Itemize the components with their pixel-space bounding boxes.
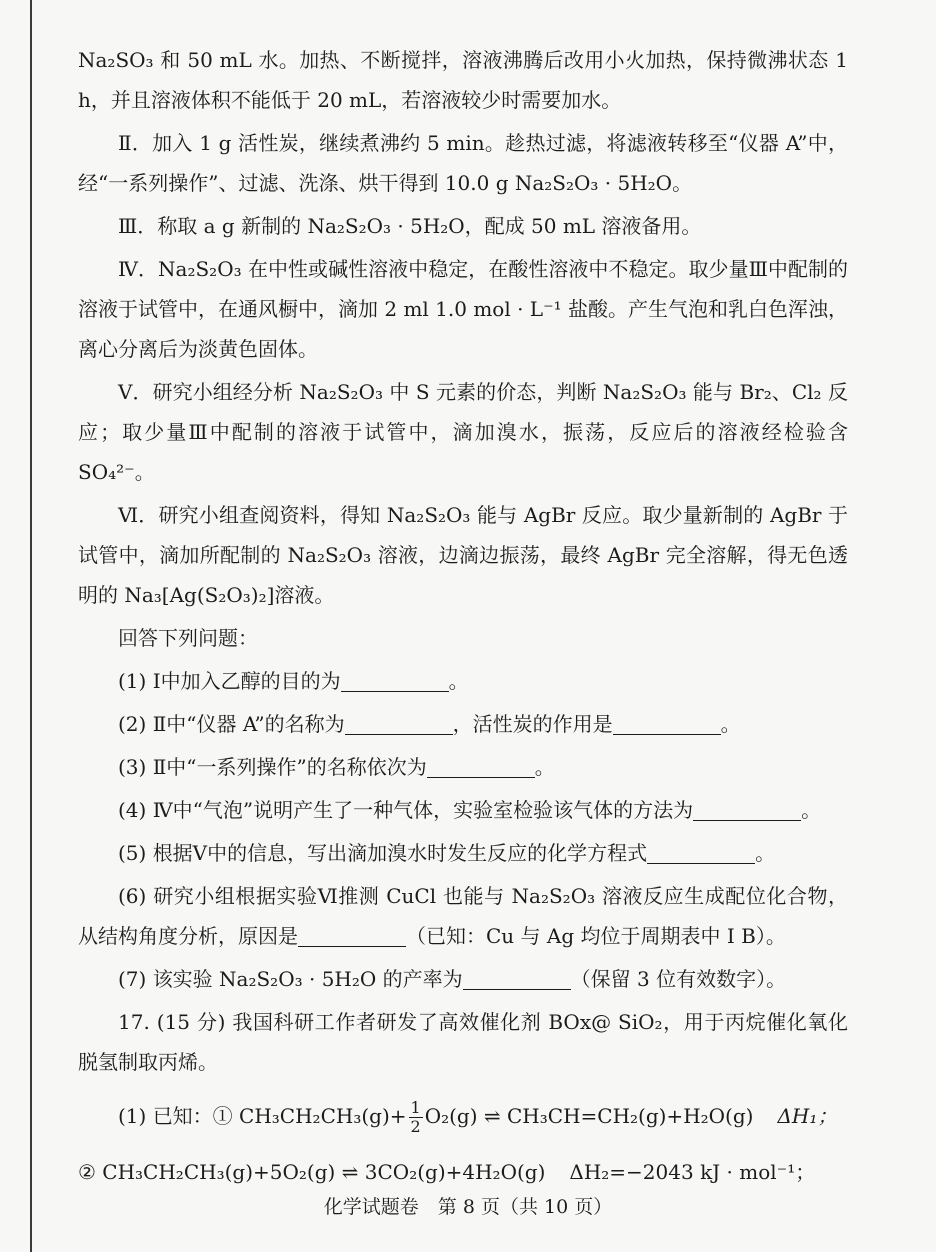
question-7-end: （保留 3 位有效数字）。	[570, 967, 787, 991]
paragraph-step-3: Ⅲ．称取 a g 新制的 Na₂S₂O₃ · 5H₂O，配成 50 mL 溶液备用。	[118, 214, 702, 238]
equation-1-enthalpy: ΔH₁；	[777, 1104, 838, 1128]
question-17-intro: 17. (15 分) 我国科研工作者研发了高效催化剂 BOx@ SiO₂，用于丙烷催化氧化脱氢制取丙烯。	[78, 1010, 848, 1074]
equilibrium-arrow-icon: ⇌	[341, 1160, 359, 1184]
paragraph-step-5: Ⅴ．研究小组经分析 Na₂S₂O₃ 中 S 元素的价态，判断 Na₂S₂O₃ 能与 Br₂、Cl₂ 反应；取少量Ⅲ中配制的溶液于试管中，滴加溴水，振荡，反应后的溶液经检验含 SO₄²⁻。	[78, 380, 848, 484]
fraction-one-half	[409, 1099, 423, 1136]
equation-1-right: CH₃CH=CH₂(g)+H₂O(g)	[507, 1104, 754, 1128]
page-footer: 化学试题卷 第 8 页（共 10 页）	[323, 1196, 613, 1218]
equation-1-o2: O₂(g)	[424, 1104, 478, 1128]
question-6-text: (6) 研究小组根据实验Ⅵ推测 CuCl 也能与 Na₂S₂O₃ 溶液反应生成配位化合物，从结构角度分析，原因是	[78, 884, 848, 948]
equation-1-label: (1) 已知：①	[118, 1104, 233, 1128]
equation-2-left: CH₃CH₂CH₃(g)+5O₂(g)	[102, 1160, 336, 1184]
exam-page	[78, 40, 848, 1198]
answer-blank[interactable]	[463, 965, 571, 990]
answer-prompt: 回答下列问题：	[118, 626, 258, 650]
answer-blank[interactable]	[298, 922, 406, 947]
answer-blank[interactable]	[693, 796, 801, 821]
question-3-end: 。	[534, 755, 555, 779]
answer-blank[interactable]	[613, 710, 721, 735]
answer-blank[interactable]	[427, 753, 535, 778]
paragraph-step-2: Ⅱ．加入 1 g 活性炭，继续煮沸约 5 min。趁热过滤，将滤液转移至“仪器 A”中，经“一系列操作”、过滤、洗涤、烘干得到 10.0 g Na₂S₂O₃ · 5H₂O。	[78, 131, 848, 195]
question-4-text: (4) Ⅳ中“气泡”说明产生了一种气体，实验室检验该气体的方法为	[118, 798, 694, 822]
question-7	[78, 959, 848, 999]
question-7-text: (7) 该实验 Na₂S₂O₃ · 5H₂O 的产率为	[118, 967, 463, 991]
question-2	[78, 704, 848, 744]
question-4	[78, 790, 848, 830]
fraction-denominator: 2	[410, 1117, 421, 1136]
question-6-end: （已知：Cu 与 Ag 均位于周期表中 Ⅰ B）。	[406, 924, 786, 948]
paragraph-step-4: Ⅳ．Na₂S₂O₃ 在中性或碱性溶液中稳定，在酸性溶液中不稳定。取少量Ⅲ中配制的溶液于试管中，在通风橱中，滴加 2 ml 1.0 mol · L⁻¹ 盐酸。产生气泡和乳白色浑浊，离心分离后为淡黄色固体。	[78, 257, 849, 361]
equation-2-right: 3CO₂(g)+4H₂O(g)	[364, 1160, 546, 1184]
question-3	[78, 747, 848, 787]
question-5-end: 。	[755, 841, 776, 865]
question-1-end: 。	[448, 669, 469, 693]
equation-1	[118, 1094, 848, 1138]
question-2-end: 。	[720, 712, 741, 736]
question-3-text: (3) Ⅱ中“一系列操作”的名称依次为	[118, 755, 427, 779]
question-6	[78, 876, 848, 956]
question-2-mid: ，活性炭的作用是	[452, 712, 613, 736]
answer-blank[interactable]	[647, 839, 755, 864]
question-5-text: (5) 根据Ⅴ中的信息，写出滴加溴水时发生反应的化学方程式	[118, 841, 648, 865]
equilibrium-arrow-icon: ⇌	[483, 1104, 501, 1128]
question-2-text: (2) Ⅱ中“仪器 A”的名称为	[118, 712, 345, 736]
equation-2-label: ②	[78, 1160, 96, 1184]
equation-1-left: CH₃CH₂CH₃(g)+	[239, 1104, 407, 1128]
paragraph-step-1-end: Na₂SO₃ 和 50 mL 水。加热、不断搅拌，溶液沸腾后改用小火加热，保持微沸状态 1 h，并且溶液体积不能低于 20 mL，若溶液较少时需要加水。	[78, 48, 848, 112]
paragraph-step-6: Ⅵ．研究小组查阅资料，得知 Na₂S₂O₃ 能与 AgBr 反应。取少量新制的 AgBr 于试管中，滴加所配制的 Na₂S₂O₃ 溶液，边滴边振荡，最终 AgBr 完全溶解，得无色透明的 Na₃[Ag(S₂O₃)₂]溶液。	[78, 503, 848, 607]
question-4-end: 。	[801, 798, 822, 822]
fraction-numerator: 1	[410, 1098, 421, 1117]
equation-2-enthalpy: ΔH₂=−2043 kJ · mol⁻¹；	[569, 1160, 816, 1184]
question-1	[78, 661, 848, 701]
left-margin-line	[30, 0, 32, 1252]
question-5	[78, 833, 848, 873]
equation-2	[78, 1150, 848, 1194]
question-1-text: (1) Ⅰ中加入乙醇的目的为	[118, 669, 341, 693]
answer-blank[interactable]	[345, 710, 453, 735]
answer-blank[interactable]	[341, 667, 449, 692]
